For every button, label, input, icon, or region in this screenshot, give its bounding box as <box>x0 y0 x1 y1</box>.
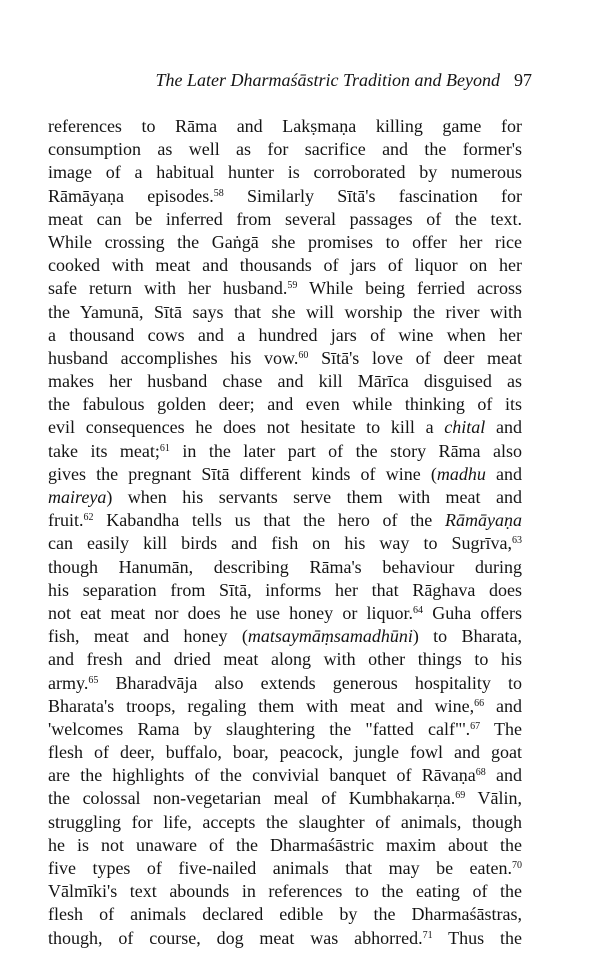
text-line <box>48 695 522 718</box>
text-line <box>48 185 522 208</box>
text-line <box>48 208 522 231</box>
text-run: 'welcomes Rama by slaughtering the "fatted calf"'. <box>48 718 471 739</box>
text-line <box>48 602 522 625</box>
text-run: While crossing the Gaṅgā she promises to offer her rice <box>48 231 522 252</box>
text-run: are the highlights of the convivial banquet of Rāvaṇa <box>48 765 476 786</box>
text-run: meat can be inferred from several passages of the text. <box>48 208 522 229</box>
italic-term: chital <box>444 417 486 438</box>
running-header <box>150 70 532 91</box>
footnote-marker: 60 <box>298 349 309 361</box>
text-line <box>48 301 522 324</box>
footnote-marker: 58 <box>213 187 224 199</box>
text-line <box>48 648 522 671</box>
text-run: references to Rāma and Lakṣmaṇa killing game for <box>48 116 522 136</box>
text-line <box>48 277 522 300</box>
text-run: Vālmīki's text abounds in references to the eating of the <box>48 881 522 902</box>
text-run: flesh of deer, buffalo, boar, peacock, jungle fowl and goat <box>48 742 522 763</box>
text-run: the colossal non-vegetarian meal of Kumbhakarṇa. <box>48 788 456 809</box>
text-line <box>48 811 522 834</box>
text-run: he is not unaware of the Dharmaśāstric maxim about the <box>48 834 522 855</box>
italic-term: Rāmāyaṇa <box>445 510 522 531</box>
footnote-marker: 71 <box>422 929 433 941</box>
text-run: and <box>485 417 522 438</box>
text-run: and fresh and dried meat along with other things to his <box>48 649 522 670</box>
text-line <box>48 440 522 463</box>
text-run: ) when his servants serve them with meat and <box>106 487 522 507</box>
text-line <box>48 463 522 486</box>
text-line <box>48 579 522 602</box>
footnote-marker: 67 <box>470 720 481 732</box>
text-run: image of a habitual hunter is corroborated by numerous <box>48 162 522 183</box>
text-line <box>48 903 522 926</box>
text-line <box>48 115 522 138</box>
text-line <box>48 764 522 787</box>
text-run: Thus the <box>432 927 522 948</box>
italic-term: madhu <box>436 463 486 484</box>
text-line <box>48 625 522 648</box>
text-run: Bharata's troops, regaling them with meat and wine, <box>48 695 475 716</box>
text-run: fish, meat and honey ( <box>48 626 248 647</box>
text-run: and <box>485 463 522 484</box>
page-number: 97 <box>514 70 532 90</box>
text-run: evil consequences he does not hesitate to kill a <box>48 417 445 438</box>
text-line <box>48 324 522 347</box>
text-line <box>48 880 522 903</box>
text-line <box>48 787 522 810</box>
text-run: his separation from Sītā, informs her that Rāghava does <box>48 579 522 600</box>
text-line <box>48 741 522 764</box>
text-line <box>48 927 522 950</box>
body-text <box>48 115 522 950</box>
text-run: not eat meat nor does he use honey or liquor. <box>48 602 414 623</box>
text-run: flesh of animals declared edible by the Dharmaśāstras, <box>48 904 522 925</box>
text-run: cooked with meat and thousands of jars of liquor on her <box>48 255 522 276</box>
text-line <box>48 509 522 532</box>
text-run: Kabandha tells us that the hero of the <box>93 510 446 531</box>
text-line <box>48 486 522 509</box>
text-run: can easily kill birds and fish on his way to Sugrīva, <box>48 533 512 554</box>
text-run: though Hanumān, describing Rāma's behaviour during <box>48 556 522 577</box>
text-line <box>48 857 522 880</box>
footnote-marker: 59 <box>287 280 298 292</box>
text-run: gives the pregnant Sītā different kinds of wine ( <box>48 463 437 484</box>
footnote-marker: 65 <box>88 674 99 686</box>
footnote-marker: 66 <box>474 697 485 709</box>
text-run: and <box>484 695 522 716</box>
text-run: Bharadvāja also extends generous hospitality to <box>98 672 522 693</box>
text-line <box>48 834 522 857</box>
text-run: Vālin, <box>465 788 522 809</box>
text-run: the fabulous golden deer; and even while thinking of its <box>48 394 522 415</box>
text-run: fruit. <box>48 510 84 531</box>
text-run: the Yamunā, Sītā says that she will worship the river with <box>48 301 522 322</box>
text-run: Similarly Sītā's fascination for <box>223 185 522 206</box>
text-run: army. <box>48 672 89 693</box>
text-run: in the later part of the story Rāma also <box>169 440 523 461</box>
footnote-marker: 61 <box>159 442 170 454</box>
text-run: safe return with her husband. <box>48 278 288 299</box>
text-line <box>48 161 522 184</box>
text-run: though, of course, dog meat was abhorred. <box>48 927 423 948</box>
text-run: a thousand cows and a hundred jars of wine when her <box>48 324 522 345</box>
text-run: husband accomplishes his vow. <box>48 347 299 368</box>
text-run: makes her husband chase and kill Mārīca disguised as <box>48 371 522 392</box>
footnote-marker: 70 <box>512 860 522 871</box>
text-line <box>48 231 522 254</box>
text-line <box>48 532 522 555</box>
text-line <box>48 416 522 439</box>
text-line <box>48 393 522 416</box>
text-run: consumption as well as for sacrifice and the former's <box>48 139 522 160</box>
italic-term: maireya <box>48 487 107 507</box>
text-line <box>48 254 522 277</box>
italic-term: matsaymāṃsamadhūni <box>247 626 413 647</box>
text-line <box>48 138 522 161</box>
text-run: The <box>480 718 522 739</box>
text-line <box>48 672 522 695</box>
footnote-marker: 68 <box>475 767 486 779</box>
footnote-marker: 64 <box>413 604 424 616</box>
text-line <box>48 370 522 393</box>
text-run: ) to Bharata, <box>412 626 523 647</box>
running-title: The Later Dharmaśāstric Tradition and Beyond <box>155 70 500 90</box>
text-run: and <box>485 765 522 786</box>
text-run: While being ferried across <box>297 278 522 299</box>
footnote-marker: 69 <box>455 790 466 802</box>
text-line <box>48 556 522 579</box>
footnote-marker: 63 <box>512 535 522 547</box>
footnote-marker: 62 <box>83 512 94 524</box>
text-run: Sītā's love of deer meat <box>308 347 522 368</box>
text-run: struggling for life, accepts the slaughter of animals, though <box>48 811 522 832</box>
text-run: take its meat; <box>48 440 160 461</box>
text-run: Guha offers <box>423 602 523 623</box>
text-line <box>48 347 522 370</box>
text-run: Rāmāyaṇa episodes. <box>48 185 214 206</box>
text-line <box>48 718 522 741</box>
text-run: five types of five-nailed animals that may be eaten. <box>48 858 512 878</box>
